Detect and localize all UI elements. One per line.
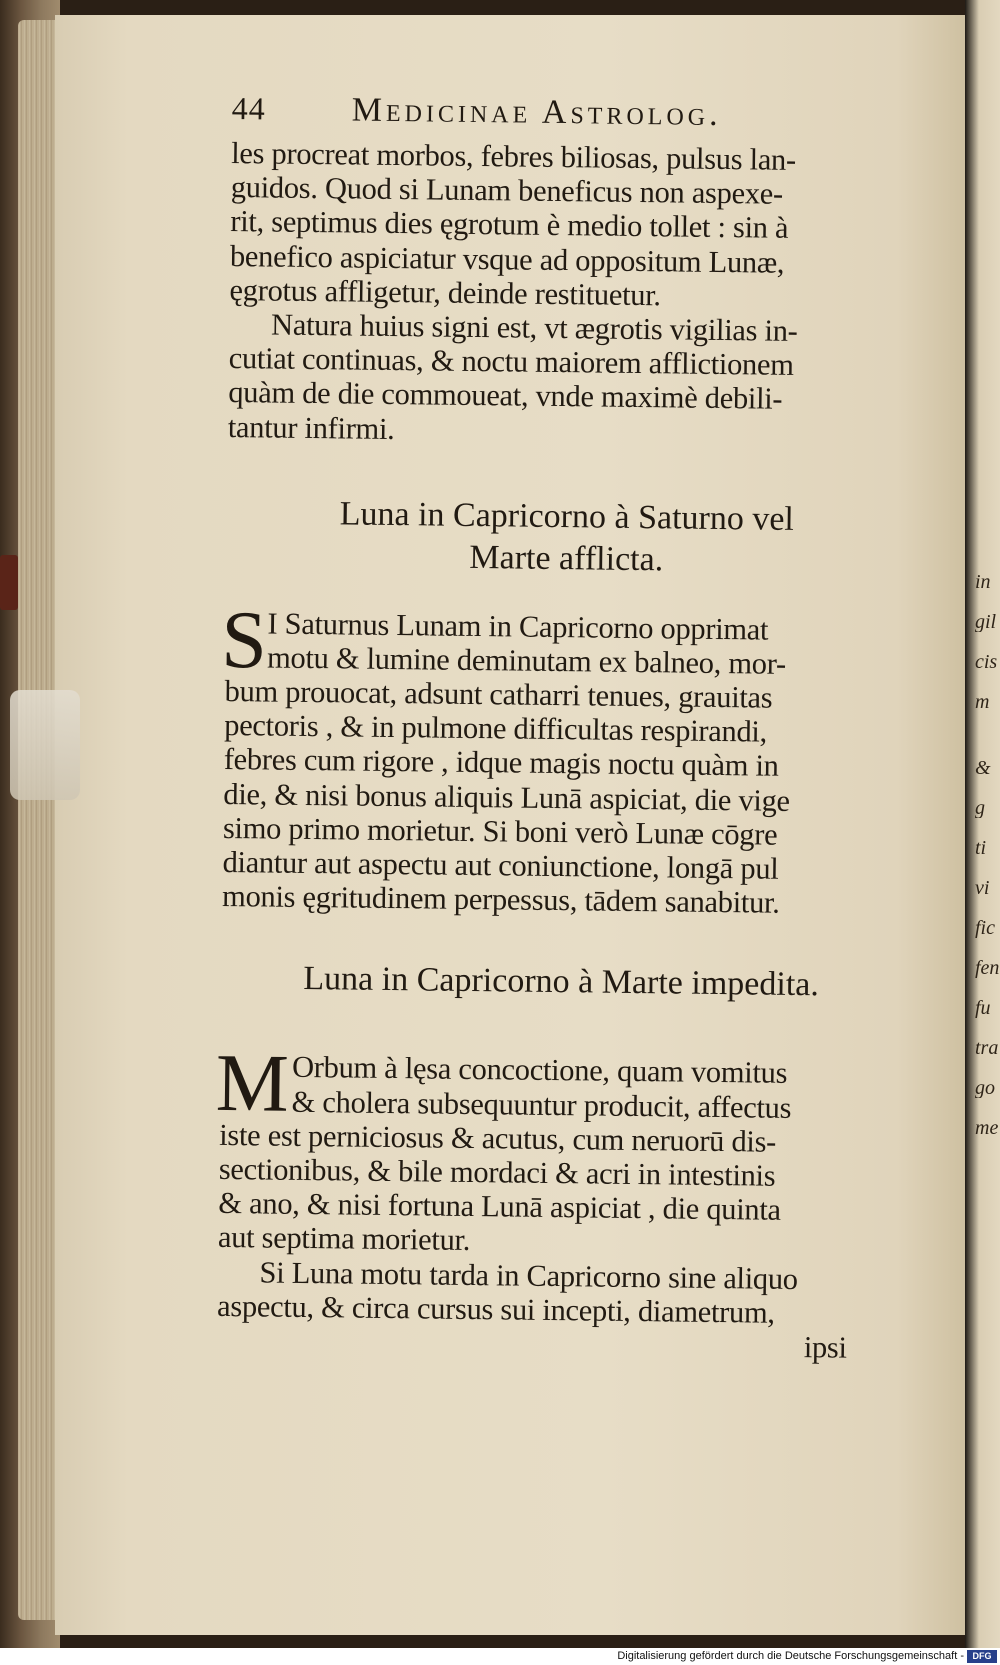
text-line: bum prouocat, adsunt catharri tenues, grauitas bbox=[224, 674, 773, 715]
text-line: simo primo morietur. Si boni verò Lunæ cōgre bbox=[222, 810, 778, 852]
page-clip bbox=[10, 690, 80, 800]
text-line: & cholera subsequuntur producit, affectus bbox=[291, 1084, 792, 1125]
drop-cap: M bbox=[215, 1037, 290, 1130]
text-line: ęgrotus affligetur, deinde restituetur. bbox=[229, 272, 661, 313]
facing-page-fragment: gil bbox=[975, 612, 997, 632]
heading-line: Marte afflicta. bbox=[469, 538, 664, 578]
heading-line: Luna in Capricorno à Saturno vel bbox=[339, 495, 795, 538]
page-text bbox=[217, 90, 912, 1365]
facing-page-fragment: & bbox=[975, 758, 991, 778]
text-line: tantur infirmi. bbox=[227, 409, 395, 446]
heading-line: Luna in Capricorno à Marte impedita. bbox=[303, 960, 820, 1004]
catchword: ipsi bbox=[803, 1329, 847, 1365]
page-edges bbox=[18, 20, 58, 1620]
text-line: benefico aspiciatur vsque ad oppositum Lunæ, bbox=[229, 238, 785, 280]
text-line: sectionibus, & bile mordaci & acri in intestinis bbox=[218, 1151, 776, 1193]
bookmark-tab bbox=[0, 555, 18, 610]
facing-page-fragment: ti bbox=[975, 838, 987, 858]
paragraph-3 bbox=[220, 593, 906, 922]
text-line: die, & nisi bonus aliquis Lunā aspiciat, die vige bbox=[223, 776, 790, 818]
text-line: guidos. Quod si Lunam beneficus non aspexe- bbox=[230, 170, 784, 211]
text-line: les procreat morbos, febres biliosas, pulsus lan- bbox=[231, 135, 797, 177]
text-line: motu & lumine deminutam ex balneo, mor- bbox=[266, 640, 787, 681]
text-line: cutiat continuas, & noctu maiorem afflictionem bbox=[228, 341, 794, 383]
text-line: monis ęgritudinem perpessus, tādem sanabitur. bbox=[221, 879, 780, 920]
paragraph-4 bbox=[215, 1037, 900, 1262]
facing-page-fragment: fu bbox=[975, 998, 991, 1018]
facing-page-fragment: tra bbox=[975, 1038, 999, 1058]
facing-page-fragment: cis bbox=[975, 652, 998, 672]
text-line: febres cum rigore , idque magis noctu quàm in bbox=[223, 742, 779, 784]
footer-bar bbox=[0, 1648, 1000, 1665]
text-line: Orbum à lęsa concoctione, quam vomitus bbox=[291, 1050, 788, 1091]
facing-page-strip bbox=[965, 0, 1000, 1665]
facing-page-fragment: go bbox=[975, 1078, 995, 1098]
drop-cap: S bbox=[220, 593, 268, 686]
text-line: I Saturnus Lunam in Capricorno opprimat bbox=[267, 606, 769, 647]
text-line: aut septima morietur. bbox=[217, 1220, 471, 1258]
paragraph-1 bbox=[229, 136, 911, 315]
paragraph-2 bbox=[228, 307, 910, 452]
text-line: aspectu, & circa cursus sui incepti, diametrum, bbox=[216, 1288, 775, 1330]
text-line: iste est perniciosus & acutus, cum neruorū dis- bbox=[219, 1117, 777, 1159]
text-line: Si Luna motu tarda in Capricorno sine aliquo bbox=[259, 1254, 798, 1296]
section-heading-1 bbox=[226, 492, 907, 584]
paragraph-5 bbox=[217, 1254, 898, 1365]
facing-page-fragment: in bbox=[975, 572, 991, 592]
facing-page-fragment: fic bbox=[975, 918, 995, 938]
running-title: Medicinae Astrolog. bbox=[351, 91, 722, 133]
facing-page-fragment: fen bbox=[975, 958, 1000, 978]
footer-credit: Digitalisierung gefördert durch die Deutsche Forschungsgemeinschaft - bbox=[617, 1650, 964, 1662]
text-line: rit, septimus dies ęgrotum è medio tollet : sin à bbox=[230, 204, 789, 246]
facing-page-fragment: me bbox=[975, 1118, 999, 1138]
dfg-logo: DFG bbox=[967, 1650, 997, 1663]
facing-page-fragment: m bbox=[975, 692, 990, 712]
text-line: & ano, & nisi fortuna Lunā aspiciat , die quinta bbox=[218, 1186, 781, 1227]
running-head bbox=[231, 90, 912, 144]
facing-page-fragment: vi bbox=[975, 878, 990, 898]
text-line: pectoris , & in pulmone difficultas respirandi, bbox=[224, 708, 768, 749]
page-number: 44 bbox=[231, 90, 266, 127]
facing-page-fragment: g bbox=[975, 798, 985, 818]
text-line: Natura huius signi est, vt ægrotis vigilias in- bbox=[270, 307, 798, 348]
section-heading-2 bbox=[221, 957, 901, 1007]
text-line: diantur aut aspectu aut coniunctione, longā pul bbox=[222, 844, 779, 886]
text-line: quàm de die commoueat, vnde maximè debili- bbox=[228, 375, 783, 417]
